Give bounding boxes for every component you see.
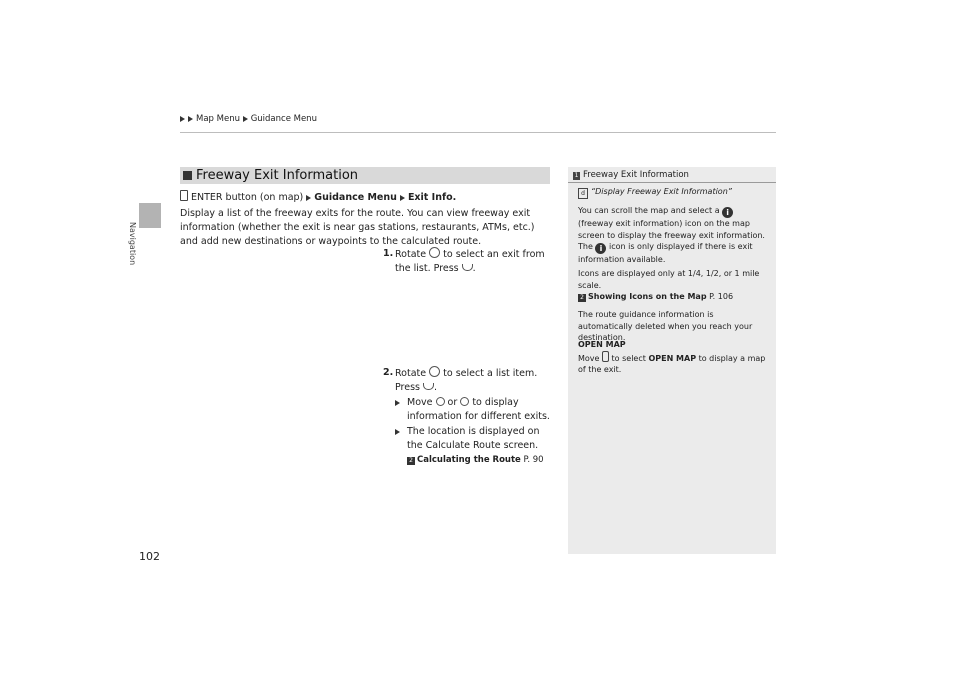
header-divider (180, 132, 776, 133)
path-exit-info: Exit Info. (407, 192, 457, 203)
note-number-icon: 1 (574, 172, 579, 179)
breadcrumb-arrow-icon (188, 116, 193, 122)
panel-text: You can scroll the map and select a (578, 206, 720, 215)
breadcrumb (180, 114, 317, 124)
sub-step-text: to display information for different exits. (407, 397, 550, 422)
bullet-arrow-icon (395, 400, 400, 406)
sub-step-text: The location is displayed on the Calculate Route screen. (407, 426, 540, 451)
panel-text: Move (578, 353, 600, 363)
page-number: 102 (139, 550, 160, 563)
panel-paragraph-1 (578, 205, 770, 266)
panel-header (573, 170, 689, 180)
reference-page: P. 90 (523, 455, 544, 465)
panel-text: (freeway exit information) icon on the map screen to display the freeway exit information. The (578, 219, 765, 251)
move-selector-icon (602, 351, 609, 362)
rotate-knob-icon (429, 247, 440, 258)
step-number: 2. (383, 367, 394, 378)
press-knob-icon (462, 264, 473, 271)
step-text: . (472, 263, 476, 274)
panel-text: icon is only displayed if there is exit information available. (578, 242, 753, 264)
section-title: Freeway Exit Information (196, 168, 359, 183)
bullet-arrow-icon (395, 429, 400, 435)
step-text: . (434, 382, 438, 393)
intro-paragraph: Display a list of the freeway exits for the route. You can view freeway exit information (whether the exit is near gas stations, restaurants, ATMs, etc.) and add new destinations or waypoints to the calculated route. (180, 208, 535, 247)
reference-label: Calculating the Route (417, 455, 521, 465)
panel-paragraph-2 (578, 268, 770, 304)
open-map-note (578, 339, 770, 376)
info-icon: i (722, 207, 733, 218)
cross-reference[interactable] (407, 455, 544, 465)
rotate-knob-icon (429, 366, 440, 377)
step-text: Rotate (395, 249, 427, 260)
info-icon: i (595, 243, 606, 254)
open-map-heading: OPEN MAP (578, 340, 626, 349)
panel-text: OPEN MAP (648, 353, 697, 363)
section-header (180, 167, 550, 184)
move-left-icon (436, 397, 445, 406)
voice-command-icon: d (578, 188, 588, 199)
panel-text: Icons are displayed only at 1/4, 1/2, or 1 mile scale. (578, 269, 760, 290)
reference-arrow-icon: 2 (407, 457, 415, 465)
home-button-icon (180, 190, 188, 201)
panel-text: to display a map of the exit. (578, 353, 766, 374)
path-arrow-icon (400, 195, 405, 201)
press-knob-icon (423, 383, 434, 390)
path-guidance-menu: Guidance Menu (314, 192, 397, 203)
panel-paragraph-3: The route guidance information is automatically deleted when you reach your destination. (578, 310, 753, 342)
panel-text: to select (611, 353, 646, 363)
menu-path (180, 190, 456, 203)
voice-command (578, 186, 770, 199)
reference-arrow-icon: 2 (578, 294, 586, 302)
breadcrumb-arrow-icon (180, 116, 185, 122)
chapter-label: Navigation (128, 222, 137, 266)
panel-title: Freeway Exit Information (583, 170, 689, 180)
panel-divider (568, 182, 776, 183)
step-text: Rotate (395, 368, 427, 379)
section-square-icon (183, 171, 192, 180)
breadcrumb-arrow-icon (243, 116, 248, 122)
voice-command-text: “Display Freeway Exit Information” (591, 187, 732, 196)
path-arrow-icon (306, 195, 311, 201)
sub-step-text: Move (407, 397, 433, 408)
reference-page: P. 106 (709, 292, 734, 301)
step-text: to select an exit from the list. Press (395, 249, 545, 274)
step-text: to select a list item. Press (395, 368, 538, 393)
breadcrumb-map-menu[interactable]: Map Menu (196, 114, 240, 124)
reference-label: Showing Icons on the Map (588, 292, 707, 301)
chapter-tab (139, 203, 161, 228)
cross-reference[interactable] (578, 292, 733, 301)
breadcrumb-guidance-menu[interactable]: Guidance Menu (250, 114, 317, 124)
move-right-icon (460, 397, 469, 406)
sub-step-text: or (447, 397, 458, 408)
path-prefix: ENTER button (on map) (191, 192, 304, 203)
step-number: 1. (383, 248, 394, 259)
